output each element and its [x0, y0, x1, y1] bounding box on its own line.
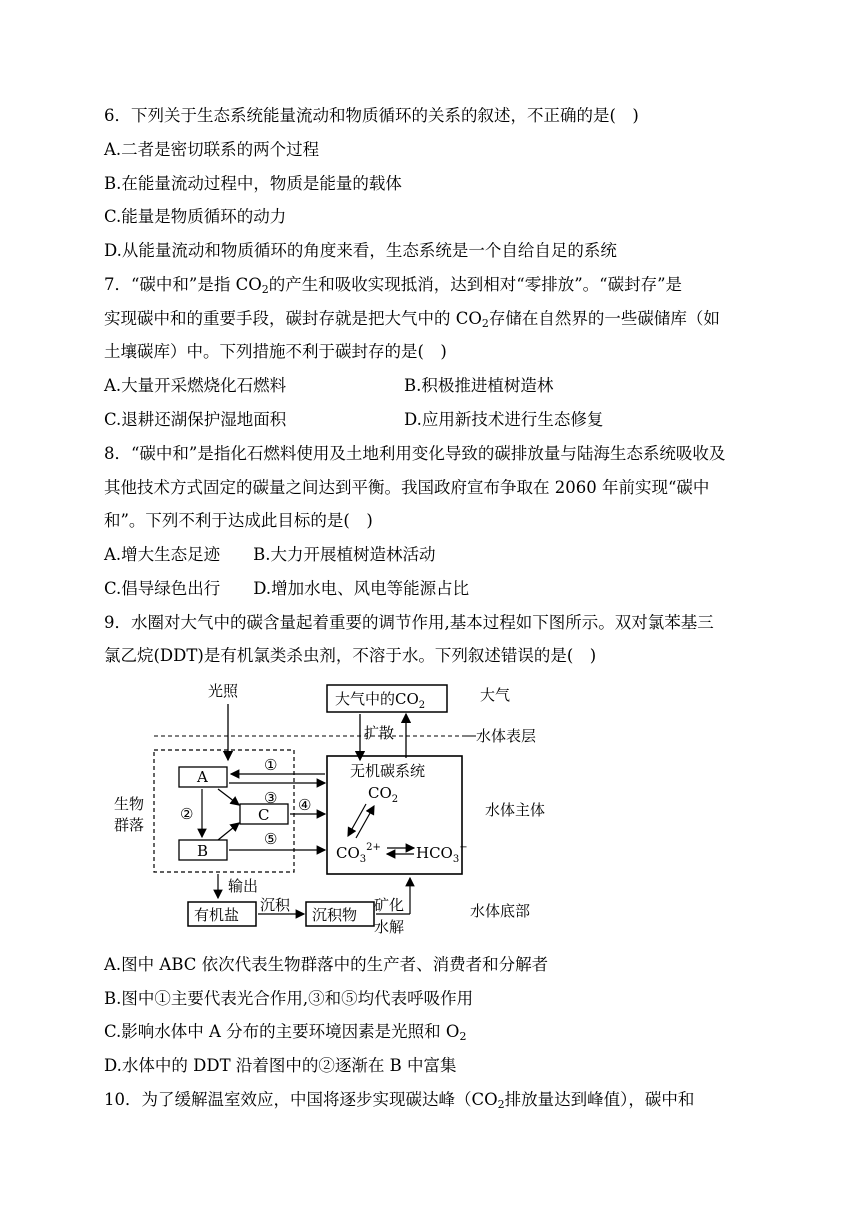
bio-label-2: 群落	[114, 816, 145, 834]
marker-4: ④	[298, 796, 312, 814]
carbon-cycle-diagram	[108, 676, 568, 938]
mineralization-label: 矿化	[374, 896, 405, 914]
q7-line3: 土壤碳库）中。下列措施不利于碳封存的是( )	[104, 342, 447, 361]
q6-option-b: B.在能量流动过程中，物质是能量的载体	[104, 174, 402, 193]
q10-line1: 10．为了缓解温室效应，中国将逐步实现碳达峰（$CO_2$排放量达到峰值），碳中和	[104, 1090, 695, 1111]
water-body-label: 水体主体	[485, 801, 546, 819]
q9-option-a: A.图中 ABC 依次代表生物群落中的生产者、消费者和分解者	[104, 955, 549, 974]
marker-3: ③	[264, 789, 278, 807]
q9-option-d: D.水体中的 DDT 沿着图中的②逐渐在 B 中富集	[104, 1056, 457, 1075]
atmosphere-co2-label: 大气中的$CO_2$	[335, 690, 426, 711]
organic-salt-label: 有机盐	[194, 906, 240, 924]
sediment-verb-label: 沉积	[260, 896, 291, 914]
q6-option-a: A.二者是密切联系的两个过程	[104, 140, 320, 159]
q9-option-b: B.图中①主要代表光合作用,③和⑤均代表呼吸作用	[104, 989, 474, 1008]
light-label: 光照	[208, 682, 239, 700]
bio-label-1: 生物	[114, 795, 145, 813]
label-a: A	[197, 768, 208, 786]
water-surface-label: 水体表层	[476, 727, 537, 745]
hydrolysis-label: 水解	[374, 918, 405, 936]
inorganic-label: 无机碳系统	[350, 762, 426, 780]
marker-1: ①	[264, 756, 278, 774]
marker-5: ⑤	[264, 830, 278, 848]
q6-stem: 6．下列关于生态系统能量流动和物质循环的关系的叙述，不正确的是( )	[104, 106, 639, 125]
q7-option-d: D.应用新技术进行生态修复	[404, 410, 604, 429]
q6-option-d: D.从能量流动和物质循环的角度来看，生态系统是一个自给自足的系统	[104, 241, 617, 260]
atmosphere-label: 大气	[480, 686, 511, 704]
q7-option-b: B.积极推进植树造林	[404, 376, 554, 395]
q9-line1: 9．水圈对大气中的碳含量起着重要的调节作用,基本过程如下图所示。双对氯苯基三	[104, 613, 714, 632]
q9-option-c: C.影响水体中 A 分布的主要环境因素是光照和 $O_2$	[104, 1022, 467, 1043]
carbonate-label: $CO_3^{2+}$	[336, 842, 381, 865]
marker-2: ②	[180, 805, 194, 823]
q8-options-cd: C.倡导绿色出行 D.增加水电、风电等能源占比	[104, 579, 470, 598]
co2-label: $CO_2$	[368, 784, 399, 805]
q8-line3: 和”。下列不利于达成此目标的是( )	[104, 511, 373, 530]
q7-option-a: A.大量开采燃烧化石燃料	[104, 376, 287, 395]
q7-line2: 实现碳中和的重要手段，碳封存就是把大气中的 $CO_2$存储在自然界的一些碳储库（如	[104, 309, 720, 330]
bicarbonate-label: $HCO_3^-$	[416, 842, 468, 865]
sediment-label: 沉积物	[312, 906, 358, 924]
q9-line2: 氯乙烷(DDT)是有机氯类杀虫剂，不溶于水。下列叙述错误的是( )	[104, 646, 597, 665]
q6-option-c: C.能量是物质循环的动力	[104, 207, 287, 226]
label-c: C	[258, 806, 270, 824]
q8-options-ab: A.增大生态足迹 B.大力开展植树造林活动	[104, 545, 436, 564]
label-b: B	[197, 842, 209, 860]
q7-option-c: C.退耕还湖保护湿地面积	[104, 410, 287, 429]
water-bottom-label: 水体底部	[470, 902, 531, 920]
output-label: 输出	[228, 877, 259, 895]
q8-line2: 其他技术方式固定的碳量之间达到平衡。我国政府宣布争取在 2060 年前实现“碳中	[104, 478, 710, 497]
q7-line1: 7．“碳中和”是指 $CO_2$的产生和吸收实现抵消，达到相对“零排放”。“碳封存”是	[104, 275, 683, 296]
diffusion-label: 扩散	[364, 724, 395, 742]
q8-line1: 8．“碳中和”是指化石燃料使用及土地利用变化导致的碳排放量与陆海生态系统吸收及	[104, 444, 726, 463]
